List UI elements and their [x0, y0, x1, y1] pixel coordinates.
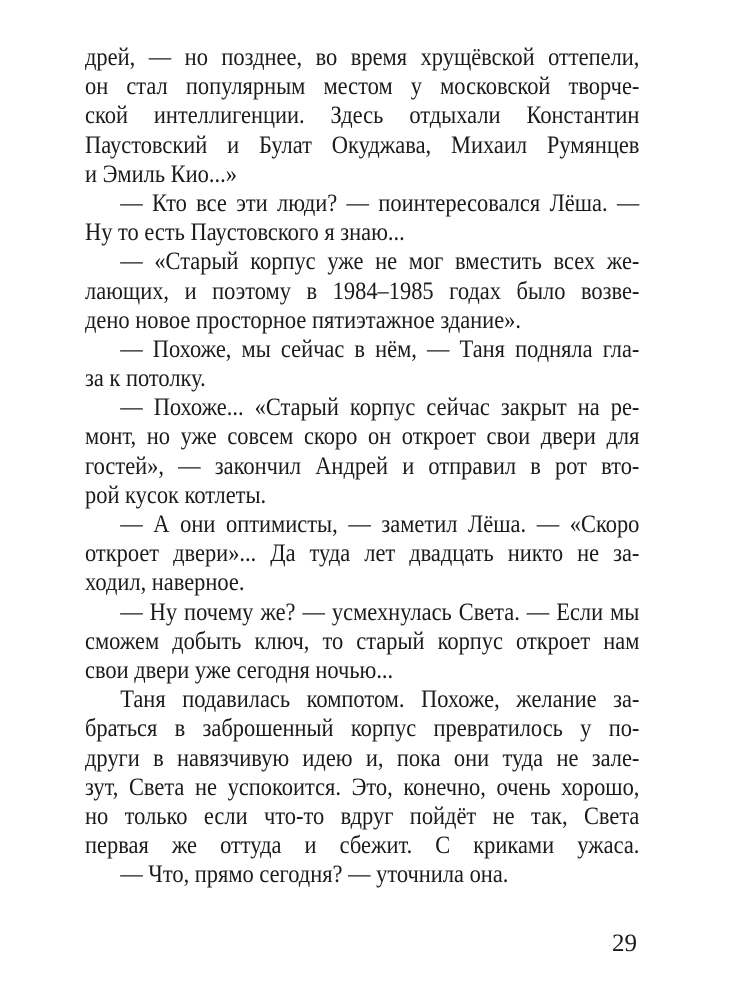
text-line: откроет двери»... Да туда лет двадцать никто не за-: [85, 538, 640, 568]
text-line: — А они оптимисты, — заметил Лёша. — «Скоро: [120, 509, 640, 538]
text-line: и Эмиль Кио...»: [85, 158, 237, 188]
body-text: [85, 42, 639, 888]
text-line: — Похоже, мы сейчас в нём, — Таня подняла гла-: [120, 333, 640, 363]
text-line: ходил, наверное.: [85, 567, 245, 597]
text-line: рой кусок котлеты.: [85, 479, 267, 509]
text-line: свои двери уже сегодня ночью...: [85, 654, 394, 684]
text-line: за к потолку.: [85, 363, 206, 393]
text-line: первая же оттуда и сбежит. С криками ужаса.: [85, 830, 640, 860]
text-line: — Кто все эти люди? — поинтересовался Лёша. —: [120, 187, 640, 217]
text-line: браться в заброшенный корпус превратилось у по-: [85, 713, 640, 743]
text-line: сможем добыть ключ, то старый корпус откроет нам: [85, 625, 640, 655]
text-line: Паустовский и Булат Окуджава, Михаил Румянцев: [85, 129, 640, 159]
text-line: гостей», — закончил Андрей и отправил в рот вто-: [85, 450, 640, 480]
text-line: но только если что-то вдруг пойдёт не так, Света: [85, 800, 640, 830]
text-line: Таня подавилась компотом. Похоже, желание за-: [120, 684, 640, 714]
page-number: 29: [612, 930, 637, 957]
text-line: он стал популярным местом у московской творче-: [85, 71, 640, 101]
text-line: дрей, — но позднее, во время хрущёвской оттепели,: [85, 42, 640, 71]
text-line: монт, но уже совсем скоро он откроет свои двери для: [85, 421, 640, 451]
text-line: — Ну почему же? — усмехнулась Света. — Если мы: [120, 596, 640, 626]
text-line: — Что, прямо сегодня? — уточнила она.: [120, 859, 509, 889]
text-line: дено новое просторное пятиэтажное здание».: [85, 304, 521, 334]
text-line: Ну то есть Паустовского я знаю...: [85, 217, 405, 247]
text-line: — Похоже... «Старый корпус сейчас закрыт на ре-: [120, 392, 640, 422]
text-line: ской интеллигенции. Здесь отдыхали Константин: [85, 100, 640, 130]
text-line: други в навязчивую идею и, пока они туда не зале-: [85, 742, 640, 772]
text-line: — «Старый корпус уже не мог вместить всех же-: [120, 246, 640, 276]
text-line: зут, Света не успокоится. Это, конечно, очень хорошо,: [85, 771, 640, 801]
text-line: лающих, и поэтому в 1984–1985 годах было возве-: [85, 275, 640, 305]
